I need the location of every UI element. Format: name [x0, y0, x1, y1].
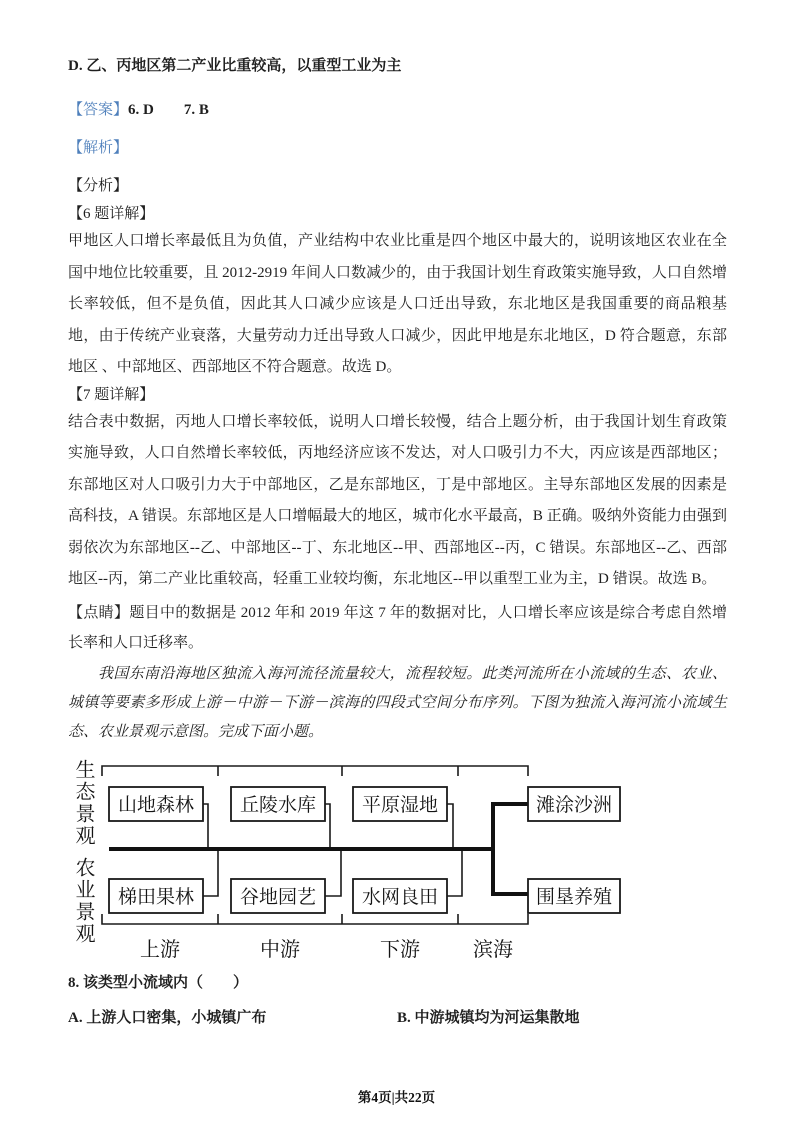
box-label-polder-aquaculture: 围垦养殖 — [535, 886, 613, 908]
box-label-waternet-farmland: 水网良田 — [361, 886, 439, 908]
page-footer: 第4页|共22页 — [357, 1090, 436, 1105]
box-label-valley-horticulture: 谷地园艺 — [239, 886, 317, 908]
key-point-paragraph: 【点睛】题目中的数据是 2012 年和 2019 年这 7 年的数据对比，人口增长率应该是综合考虑自然增长率和人口迁移率。 — [68, 604, 727, 651]
box-label-mountain-forest: 山地森林 — [117, 794, 195, 816]
top-bracket-ticks — [218, 766, 458, 776]
box-label-plain-wetland: 平原湿地 — [361, 794, 439, 816]
question-8-options — [68, 1007, 727, 1029]
question-8-stem: 8. 该类型小流域内（ ） — [68, 974, 249, 991]
jiexi-label: 【解析】 — [68, 140, 129, 156]
analysis-section-label — [68, 137, 727, 159]
bottom-bracket-line — [102, 914, 528, 924]
option-d-line: D. 乙、丙地区第二产业比重较高，以重型工业为主 — [68, 58, 402, 74]
connector-valley-horticulture — [325, 851, 341, 896]
river-branch-arms — [491, 804, 528, 894]
stage-label-midstream: 中游 — [260, 938, 300, 961]
box-label-hill-reservoir: 丘陵水库 — [239, 794, 317, 816]
box-label-tidal-flat: 滩涂沙洲 — [535, 794, 613, 816]
flow-diagram-svg — [98, 751, 673, 966]
fenxi-label: 【分析】 — [68, 178, 129, 194]
q6-explanation-header: 【6 题详解】 — [68, 206, 155, 222]
answer-line — [68, 99, 727, 121]
q7-explanation-header: 【7 题详解】 — [68, 386, 155, 403]
eco-landscape-vertical-label: 生态景观 — [72, 758, 94, 847]
connector-waternet-farmland — [447, 851, 462, 896]
box-label-terrace-orchard: 梯田果林 — [117, 886, 195, 908]
answer-label: 【答案】 — [68, 102, 129, 118]
q7-explanation-body: 结合表中数据，丙地人口增长率较低，说明人口增长较慢，结合上题分析，由于我国计划生育政策实施导致，人口自然增长率较低，丙地经济应该不发达，对人口吸引力不大，丙应该是西部地区；东部地区对人口吸引力大于中部地区，乙是东部地区，丁是中部地区。主导东部地区发展的因素是高科技，A 错误。东部地区是人口增幅最大的地区，城市化水平最高，B 正确。吸纳外资能力由强到弱依次为东部地区--乙、中部地区--丁、东北地区--甲、西部地区--丙，C 错误。东部地区--乙、西部地区--丙，第二产业比重较高，轻重工业较均衡，东北地区--甲以重型工业为主，D 错误。故选 B。 — [68, 413, 727, 587]
question-intro-paragraph: 我国东南沿海地区独流入海河流径流量较大，流程较短。此类河流所在小流域的生态、农业、城镇等要素多形成上游－中游－下游－滨海的四段式空间分布序列。下图为独流入海河流小流域生态、农业景观示意图。完成下面小题。 — [68, 665, 727, 740]
stage-label-coastal: 滨海 — [473, 938, 513, 961]
answer-values: 6. D 7. B — [128, 102, 209, 118]
question-8-option-b: B. 中游城镇均为河运集散地 — [397, 1009, 580, 1026]
top-bracket-line — [102, 766, 528, 776]
stage-label-upstream: 上游 — [140, 938, 180, 961]
connector-terrace-orchard — [203, 851, 218, 896]
bottom-bracket-ticks — [218, 914, 458, 924]
question-8-option-a: A. 上游人口密集，小城镇广布 — [68, 1009, 267, 1026]
q6-explanation-body: 甲地区人口增长率最低且为负值，产业结构中农业比重是四个地区中最大的，说明该地区农业在全国中地位比较重要，且 2012-2919 年间人口数减少的，由于我国计划生育政策实施导致，人口自然增长率较低，但不是负值，因此其人口减少应该是人口迁出导致，东北地区是我国重要的商品粮基地，由于传统产业衰落，大量劳动力迁出导致人口减少，因此甲地是东北地区，D 符合题意，东部地区 、中部地区、西部地区不符合题意。故选 D。 — [68, 233, 727, 375]
stage-label-downstream: 下游 — [380, 938, 420, 961]
watershed-landscape-diagram — [68, 751, 727, 966]
agri-landscape-vertical-label: 农业景观 — [72, 856, 94, 945]
